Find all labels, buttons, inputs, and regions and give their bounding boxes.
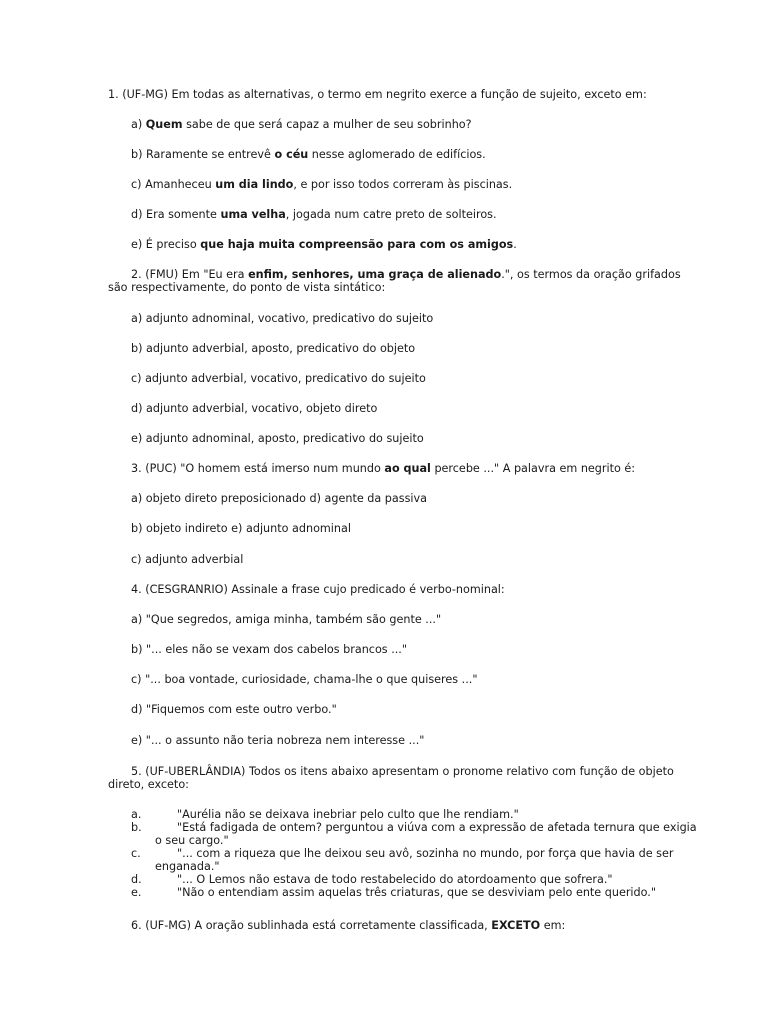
q5-item-a xyxy=(131,808,651,821)
list-marker: c. xyxy=(131,847,141,860)
q4-option-c: c) "... boa vontade, curiosidade, chama-lhe o que quiseres ..." xyxy=(131,673,478,686)
q2-stem-line2: são respectivamente, do ponto de vista sintático: xyxy=(108,281,386,294)
q5-item-e xyxy=(131,886,656,899)
q3-options-line1: a) objeto direto preposicionado d) agente da passiva xyxy=(131,492,427,505)
list-marker: e. xyxy=(131,886,142,899)
list-item-text: "Não o entendiam assim aquelas três criaturas, que se desviviam pelo ente querido." xyxy=(177,886,656,899)
list-marker: a. xyxy=(131,808,142,821)
q5-item-c xyxy=(131,847,674,873)
q5-stem-line1: 5. (UF-UBERLÂNDIA) Todos os itens abaixo apresentam o pronome relativo com função de objeto xyxy=(131,765,674,778)
q4-option-a: a) "Que segredos, amiga minha, também são gente ..." xyxy=(131,613,442,626)
q2-option-b: b) adjunto adverbial, aposto, predicativo do objeto xyxy=(131,342,416,355)
list-item-text: "Aurélia não se deixava inebriar pelo culto que lhe rendiam." xyxy=(177,808,519,821)
q2-stem-line1: 2. (FMU) Em "Eu era enfim, senhores, uma graça de alienado.", os termos da oração grifados xyxy=(131,268,681,281)
q4-option-e: e) "... o assunto não teria nobreza nem interesse ..." xyxy=(131,734,425,747)
q3-options-line2: b) objeto indireto e) adjunto adnominal xyxy=(131,522,351,535)
list-item-text: "Está fadigada de ontem? perguntou a viúva com a expressão de afetada ternura que exigia o seu cargo." xyxy=(155,821,697,847)
q5-item-d xyxy=(131,873,651,886)
q4-option-b: b) "... eles não se vexam dos cabelos brancos ..." xyxy=(131,643,408,656)
list-marker: b. xyxy=(131,821,142,834)
q2-option-d: d) adjunto adverbial, vocativo, objeto direto xyxy=(131,402,378,415)
q1-stem: 1. (UF-MG) Em todas as alternativas, o termo em negrito exerce a função de sujeito, exceto em: xyxy=(108,88,647,101)
list-marker: d. xyxy=(131,873,142,886)
q4-stem: 4. (CESGRANRIO) Assinale a frase cujo predicado é verbo-nominal: xyxy=(131,583,505,596)
q5-stem-line2: direto, exceto: xyxy=(108,778,189,791)
q3-options-line3: c) adjunto adverbial xyxy=(131,553,244,566)
q1-option-a: a) Quem sabe de que será capaz a mulher de seu sobrinho? xyxy=(131,118,472,131)
q2-option-e: e) adjunto adnominal, aposto, predicativo do sujeito xyxy=(131,432,424,445)
q2-option-c: c) adjunto adverbial, vocativo, predicativo do sujeito xyxy=(131,372,426,385)
q2-option-a: a) adjunto adnominal, vocativo, predicativo do sujeito xyxy=(131,312,434,325)
q3-stem: 3. (PUC) "O homem está imerso num mundo ao qual percebe ..." A palavra em negrito é: xyxy=(131,462,636,475)
q5-item-b xyxy=(131,821,697,847)
q6-stem: 6. (UF-MG) A oração sublinhada está corretamente classificada, EXCETO em: xyxy=(131,919,566,932)
q1-option-c: c) Amanheceu um dia lindo, e por isso todos correram às piscinas. xyxy=(131,178,513,191)
q1-option-e: e) É preciso que haja muita compreensão para com os amigos. xyxy=(131,238,517,251)
q4-option-d: d) "Fiquemos com este outro verbo." xyxy=(131,703,337,716)
list-item-text: "... O Lemos não estava de todo restabelecido do atordoamento que sofrera." xyxy=(177,873,613,886)
q1-option-b: b) Raramente se entrevê o céu nesse aglomerado de edifícios. xyxy=(131,148,486,161)
list-item-text: "... com a riqueza que lhe deixou seu avô, sozinha no mundo, por força que havia de ser enganada." xyxy=(155,847,674,873)
q1-option-d: d) Era somente uma velha, jogada num catre preto de solteiros. xyxy=(131,208,497,221)
